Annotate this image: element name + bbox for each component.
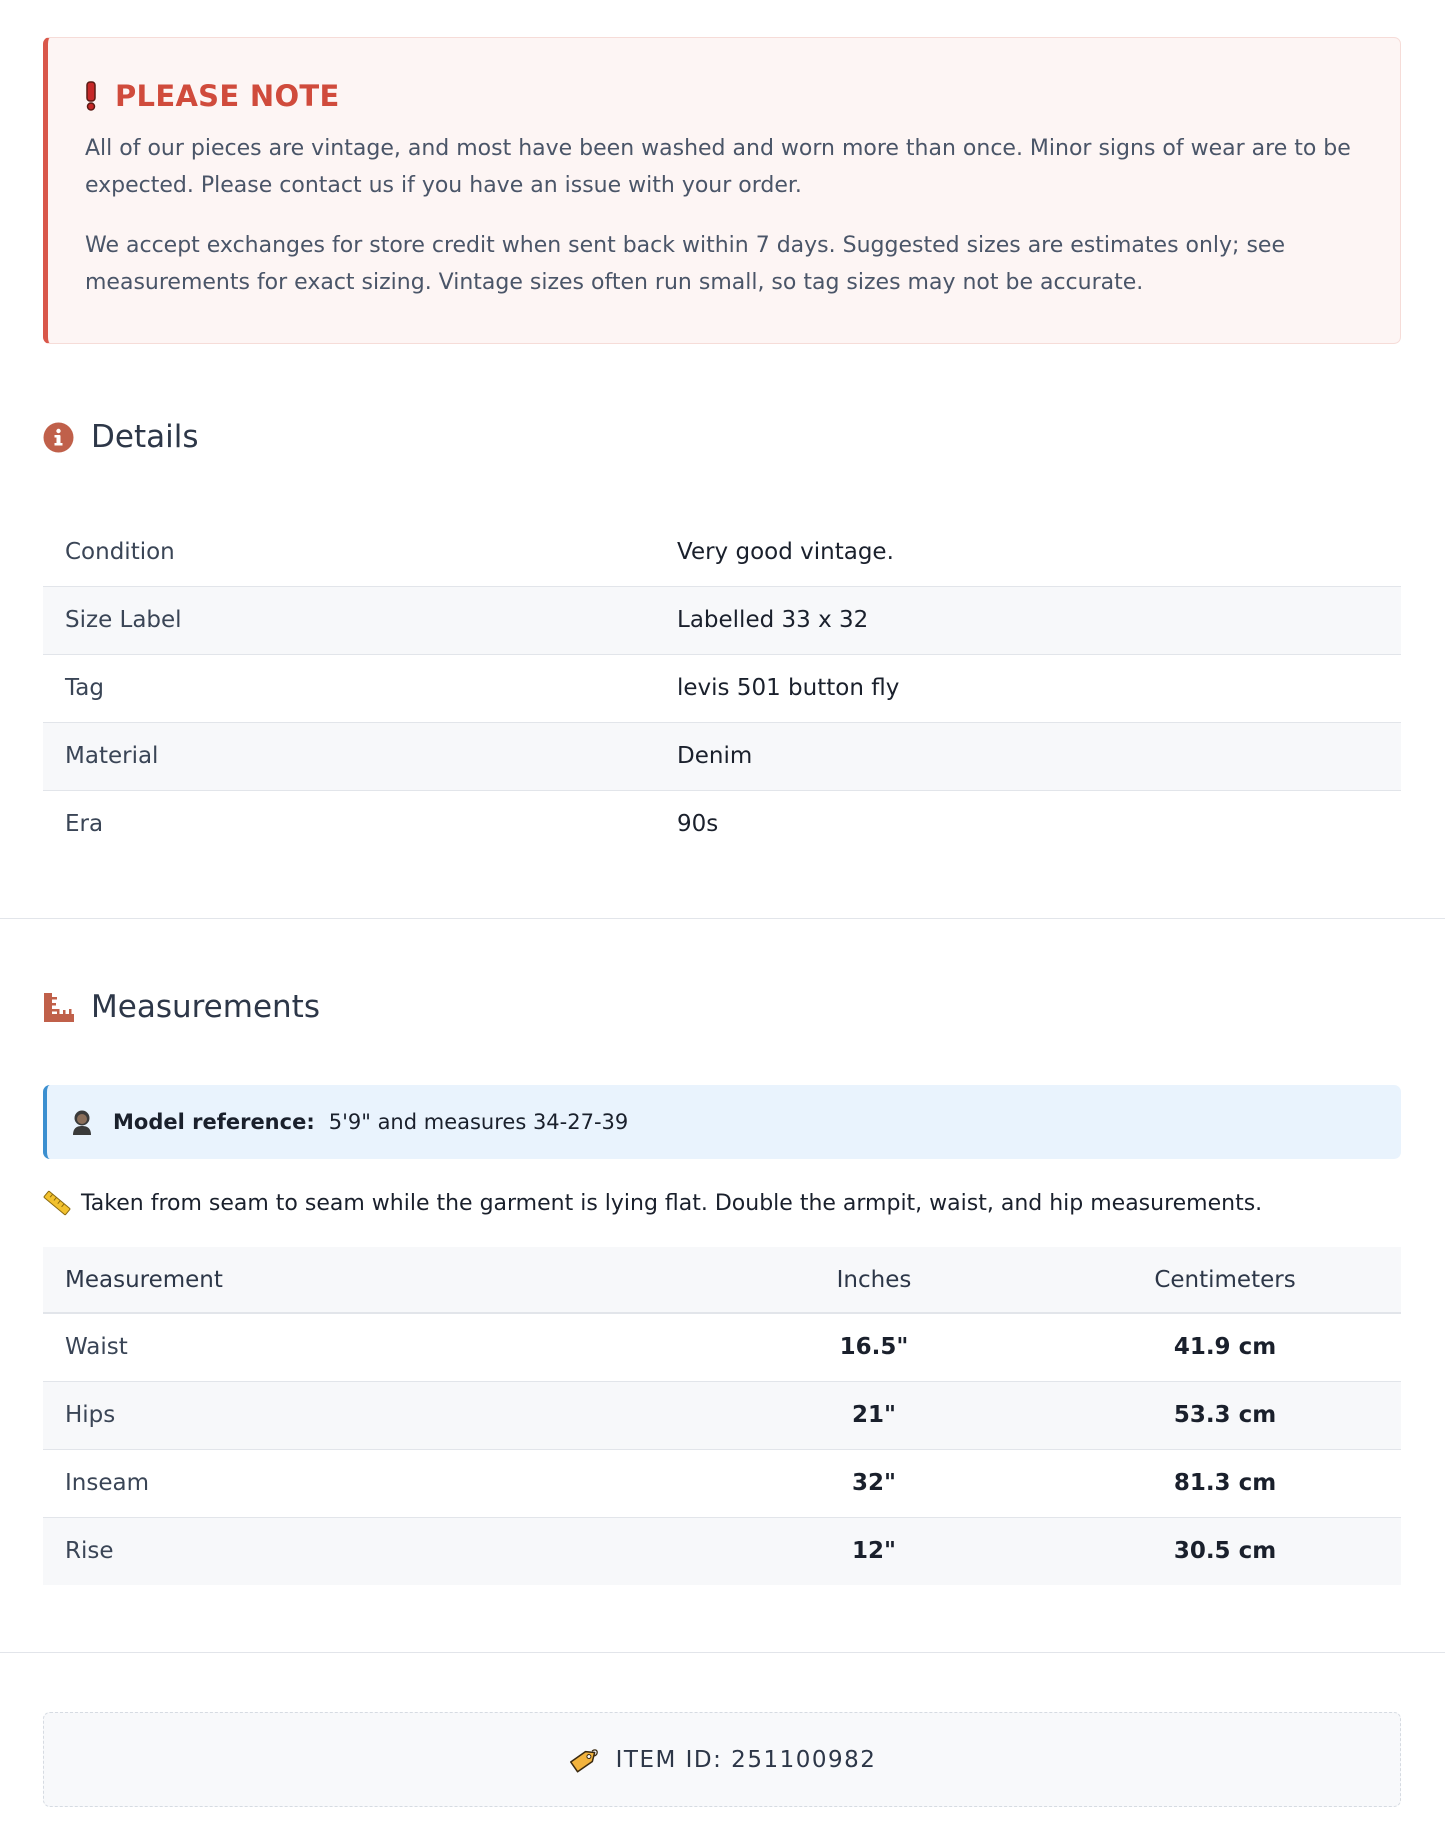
details-label: Material xyxy=(65,743,159,769)
notice-header xyxy=(85,78,1360,114)
measurement-name: Rise xyxy=(65,1538,114,1565)
column-header-centimeters: Centimeters xyxy=(1154,1266,1296,1293)
section-divider xyxy=(0,1652,1445,1653)
measurement-cm: 41.9 cm xyxy=(1173,1334,1277,1361)
model-value: 5'9" and measures 34-27-39 xyxy=(328,1110,629,1134)
details-value: 90s xyxy=(677,811,719,838)
table-header-row xyxy=(43,1247,1401,1313)
measurement-inches: 32" xyxy=(852,1470,896,1496)
table-row xyxy=(43,1517,1401,1585)
details-header xyxy=(43,419,198,455)
item-id-text: ITEM ID: 251100982 xyxy=(615,1746,877,1773)
item-id-box xyxy=(43,1712,1401,1807)
table-row xyxy=(43,1381,1401,1449)
exclamation-icon xyxy=(85,78,115,114)
table-row xyxy=(43,1313,1401,1381)
details-value: levis 501 button fly xyxy=(677,675,900,701)
details-row xyxy=(43,586,1401,654)
model-reference xyxy=(43,1085,1401,1159)
info-icon xyxy=(43,422,91,453)
details-label: Condition xyxy=(65,538,175,565)
measurement-inches: 21" xyxy=(852,1402,896,1428)
notice-title: PLEASE NOTE xyxy=(115,79,340,113)
table-row xyxy=(43,1449,1401,1517)
details-table xyxy=(43,518,1401,858)
details-row xyxy=(43,722,1401,790)
details-value: Labelled 33 x 32 xyxy=(677,607,869,633)
ruler-icon xyxy=(43,992,91,1023)
measurement-inches: 16.5" xyxy=(839,1334,909,1361)
column-header-measurement: Measurement xyxy=(65,1266,223,1293)
measurements-title: Measurements xyxy=(91,989,320,1025)
measurement-cm: 81.3 cm xyxy=(1173,1470,1277,1496)
person-icon xyxy=(69,1108,109,1136)
measurement-cm: 30.5 cm xyxy=(1173,1538,1277,1565)
details-label: Size Label xyxy=(65,607,182,633)
measurement-name: Waist xyxy=(65,1334,128,1361)
details-row xyxy=(43,654,1401,722)
notice-box xyxy=(43,37,1401,344)
details-row xyxy=(43,518,1401,586)
details-label: Tag xyxy=(65,675,104,701)
measurement-note-text: Taken from seam to seam while the garment is lying flat. Double the armpit, waist, and hip measurements. xyxy=(81,1190,1263,1216)
measurement-name: Hips xyxy=(65,1402,116,1428)
column-header-inches: Inches xyxy=(836,1266,912,1293)
details-value: Denim xyxy=(677,743,753,769)
details-label: Era xyxy=(65,811,104,838)
details-value: Very good vintage. xyxy=(677,538,894,565)
details-row xyxy=(43,790,1401,858)
notice-paragraph: We accept exchanges for store credit when sent back within 7 days. Suggested sizes are estimates only; see measurements for exact sizing. Vintage sizes often run small, so tag sizes may not be accurate. xyxy=(85,233,1285,295)
model-label: Model reference: xyxy=(113,1110,315,1134)
measurements-header xyxy=(43,989,320,1025)
measurements-table xyxy=(43,1247,1401,1585)
ruler-icon xyxy=(43,1190,81,1216)
details-title: Details xyxy=(91,419,199,455)
notice-paragraph: All of our pieces are vintage, and most have been washed and worn more than once. Minor signs of wear are to be expected. Please contact us if you have an issue with your order. xyxy=(85,136,1351,198)
measurement-cm: 53.3 cm xyxy=(1173,1402,1277,1428)
measurement-name: Inseam xyxy=(65,1470,149,1496)
measurement-note xyxy=(43,1190,1262,1216)
price-tag-icon xyxy=(568,1745,616,1775)
section-divider xyxy=(0,918,1445,919)
measurement-inches: 12" xyxy=(852,1538,896,1565)
